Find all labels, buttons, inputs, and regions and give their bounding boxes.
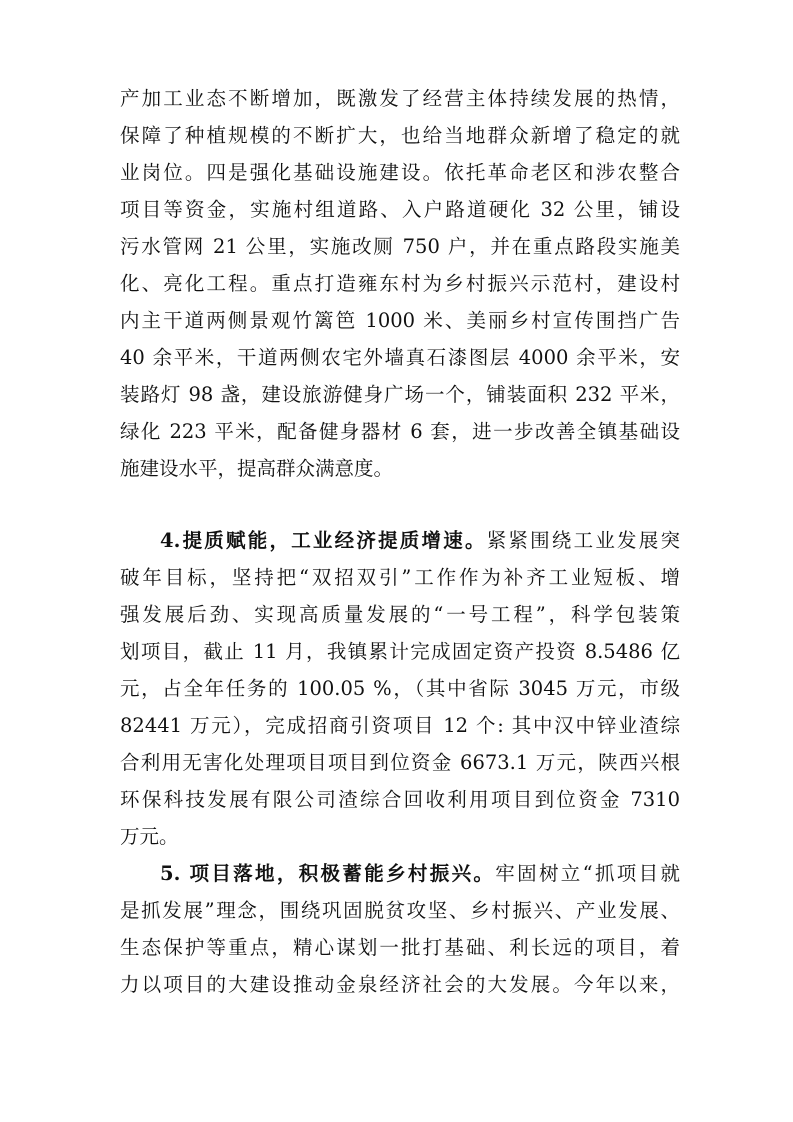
text-line: 产加工业态不断增加，既激发了经营主体持续发展的热情， xyxy=(120,87,680,110)
text-line: 绿化 223 平米，配备健身器材 6 套，进一步改善全镇基础设 xyxy=(120,420,680,443)
text-line: 项目等资金，实施村组道路、入户路道硬化 32 公里，铺设 xyxy=(120,198,680,221)
text-line: 业岗位。四是强化基础设施建设。依托革命老区和涉农整合 xyxy=(120,161,680,184)
paragraph-infrastructure xyxy=(120,80,680,487)
heading-line xyxy=(120,855,680,892)
heading-line xyxy=(120,522,680,559)
text-line: 装路灯 98 盏，建设旅游健身广场一个，铺装面积 232 平米， xyxy=(120,383,680,406)
text-line: 划项目，截止 11 月，我镇累计完成固定资产投资 8.5486 亿 xyxy=(120,640,680,663)
text-line: 合利用无害化处理项目项目到位资金 6673.1 万元，陕西兴根 xyxy=(120,751,680,774)
text-line: 生态保护等重点，精心谋划一批打基础、利长远的项目，着 xyxy=(120,936,680,959)
text-line: 化、亮化工程。重点打造雍东村为乡村振兴示范村，建设村 xyxy=(120,272,680,295)
text-line: 元，占全年任务的 100.05 %，（其中省际 3045 万元，市级 xyxy=(120,677,680,700)
text-line: 污水管网 21 公里，实施改厕 750 户，并在重点路段实施美 xyxy=(120,235,680,258)
heading-line-text: 牢固树立“抓项目就 xyxy=(495,862,680,885)
text-line: 破年目标，坚持把“双招双引”工作作为补齐工业短板、增 xyxy=(120,566,680,589)
text-line: 力以项目的大建设推动金泉经济社会的大发展。今年以来， xyxy=(120,973,680,996)
text-line: 内主干道两侧景观竹篱笆 1000 米、美丽乡村宣传围挡广告 xyxy=(120,309,680,332)
text-line: 82441 万元），完成招商引资项目 12 个: 其中汉中锌业渣综 xyxy=(120,714,680,737)
text-line: 保障了种植规模的不断扩大，也给当地群众新增了稳定的就 xyxy=(120,124,680,147)
section-heading: 4.提质赋能，工业经济提质增速。 xyxy=(160,529,487,552)
text-line: 环保科技发展有限公司渣综合回收利用项目到位资金 7310 xyxy=(120,788,680,811)
text-line: 40 余平米，干道两侧农宅外墙真石漆图层 4000 余平米，安 xyxy=(120,346,680,369)
text-line: 是抓发展”理念，围绕巩固脱贫攻坚、乡村振兴、产业发展、 xyxy=(120,899,680,922)
text-line: 强发展后劲、实现高质量发展的“一号工程”，科学包装策 xyxy=(120,603,680,626)
paragraph-project-implementation xyxy=(120,855,680,1003)
text-line: 施建设水平，提高群众满意度。 xyxy=(120,457,394,480)
paragraph-industrial-economy xyxy=(120,522,680,855)
text-line: 万元。 xyxy=(120,825,179,848)
section-heading: 5. 项目落地，积极蓄能乡村振兴。 xyxy=(160,862,496,885)
heading-line-text: 紧紧围绕工业发展突 xyxy=(486,529,680,552)
